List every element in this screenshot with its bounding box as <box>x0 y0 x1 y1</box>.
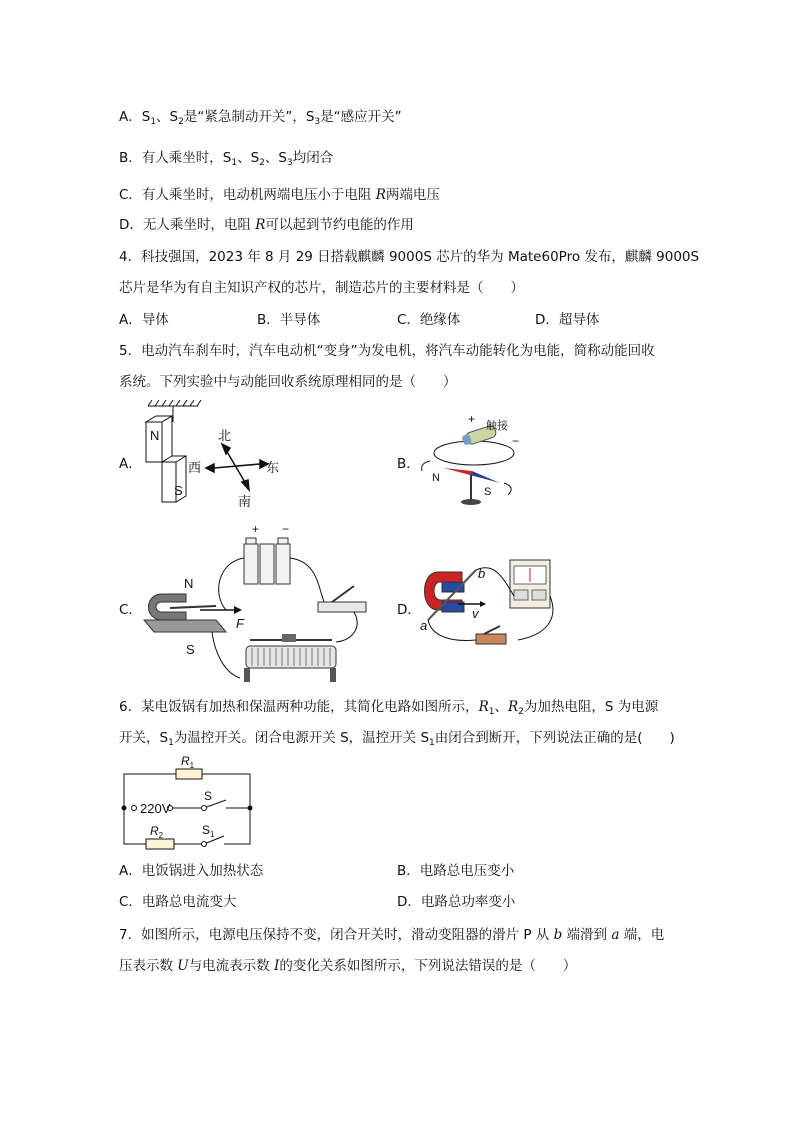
motor-magnet-icon <box>144 594 242 632</box>
q5-figure-a <box>140 400 290 520</box>
stem-text: 与电流表示数 <box>188 958 274 974</box>
resistor-r1 <box>176 769 202 779</box>
subscript: 3 <box>314 117 321 127</box>
q5-stem-line1: 5．电动汽车刹车时，汽车电动机“变身”为发电机，将汽车动能转化为电能，简称动能回收 <box>119 343 655 359</box>
compass-south: 南 <box>238 494 252 509</box>
velocity-label: v <box>472 606 479 621</box>
switch-icon <box>318 586 366 612</box>
q5-label-b[interactable]: B． <box>397 456 420 472</box>
subscript: 2 <box>259 158 265 168</box>
option-text: C．有人乘坐时，电动机两端电压小于电阻 <box>119 187 376 203</box>
variable: U <box>177 958 189 974</box>
q3-option-b[interactable] <box>119 149 333 172</box>
subscript: 1 <box>488 707 495 717</box>
q6-option-b[interactable]: B．电路总电压变小 <box>397 863 515 879</box>
stem-text: 压表示数 <box>119 958 178 974</box>
q6-stem-line2 <box>119 729 675 752</box>
q6-option-a[interactable]: A．电饭锅进入加热状态 <box>119 863 264 879</box>
ceiling-hatch <box>148 400 201 406</box>
subscript: 1 <box>168 738 174 748</box>
stem-text: 由闭合到断开，下列说法正确的是( ) <box>434 730 675 746</box>
u-magnet-icon <box>425 572 465 612</box>
magnet-n-pole: N <box>150 428 160 443</box>
needle-north-half <box>444 468 472 475</box>
rotate-left-arrow-icon <box>422 461 430 471</box>
stem-text: 为温控开关。闭合电源开关 S，温控开关 S <box>173 730 430 746</box>
option-text: D．无人乘坐时，电阻 <box>119 217 256 233</box>
terminal <box>132 806 137 811</box>
stem-text: 端，电 <box>619 927 665 943</box>
q4-option-a[interactable]: A．导体 <box>119 312 169 328</box>
wire <box>212 632 240 678</box>
q6-circuit-diagram <box>118 754 258 854</box>
q3-option-d[interactable] <box>119 216 414 234</box>
option-text: 、S <box>156 109 179 125</box>
q5-label-d[interactable]: D． <box>397 602 421 618</box>
variable: a <box>611 927 620 943</box>
compass-arrows-icon <box>206 444 268 490</box>
option-text: 、S <box>237 150 260 166</box>
q7-stem-line1 <box>119 926 664 944</box>
option-text: 是“紧急制动开关”，S <box>183 109 315 125</box>
stem-text: 开关，S <box>119 730 169 746</box>
q5-label-a[interactable]: A． <box>119 456 142 472</box>
switch-s-label: S <box>204 789 213 803</box>
battery-minus: − <box>282 522 290 536</box>
q4-stem-line2: 芯片是华为有自主知识产权的芯片，制造芯片的主要材料是（ ） <box>119 280 524 296</box>
touch-label: 触接 <box>486 420 508 432</box>
subscript: 2 <box>178 117 184 127</box>
stem-text: 6．某电饭锅有加热和保温两种功能，其简化电路如图所示， <box>119 699 479 715</box>
arrow-head-icon <box>480 601 486 607</box>
plus-sign: + <box>468 412 476 426</box>
voltage-label: 220V <box>140 801 171 816</box>
option-text: B．有人乘坐时，S <box>119 150 232 166</box>
compass-west: 西 <box>188 460 202 475</box>
q5-stem-line2: 系统。下列实验中与动能回收系统原理相同的是（ ） <box>119 374 457 390</box>
option-text: 、S <box>264 150 287 166</box>
needle-base <box>461 499 481 505</box>
q4-option-b[interactable]: B．半导体 <box>257 312 321 328</box>
q5-figure-c <box>140 522 380 690</box>
option-text: 均闭合 <box>292 150 334 166</box>
option-text: A．S <box>119 109 151 125</box>
galvanometer-icon <box>510 560 550 608</box>
subscript: 1 <box>150 117 157 127</box>
q4-option-d[interactable]: D．超导体 <box>535 312 600 328</box>
variable: R <box>478 699 489 715</box>
rod-end-b: b <box>478 566 486 581</box>
subscript: 2 <box>518 707 524 717</box>
variable: I <box>273 958 280 974</box>
option-text: 是“感应开关” <box>320 109 402 125</box>
stem-text: 的变化关系如图所示，下列说法错误的是（ ） <box>279 958 577 974</box>
stem-text: 、 <box>494 699 508 715</box>
stem-text: 为加热电阻，S 为电源 <box>523 699 659 715</box>
variable: R <box>375 187 386 203</box>
magnet-n-pole: N <box>184 576 194 591</box>
circuit-wire <box>224 808 250 844</box>
stem-text: 端滑到 <box>562 927 612 943</box>
wire <box>219 558 244 610</box>
rheostat-icon <box>244 634 336 682</box>
q4-option-c[interactable]: C．绝缘体 <box>397 312 461 328</box>
force-label: F <box>236 616 244 631</box>
q5-label-c[interactable]: C． <box>119 602 142 618</box>
minus-sign: − <box>512 434 520 448</box>
variable: b <box>553 927 563 943</box>
option-text: 可以起到节约电能的作用 <box>265 217 414 233</box>
needle-n-pole: N <box>432 472 440 484</box>
option-text: 两端电压 <box>385 187 440 203</box>
q5-figure-b <box>416 405 536 515</box>
terminal <box>122 806 127 811</box>
wire <box>428 620 476 640</box>
subscript: 3 <box>286 158 293 168</box>
wire <box>290 558 326 606</box>
rod-end-a: a <box>420 618 428 633</box>
magnet-s-pole: S <box>186 642 195 657</box>
needle-s-pole: S <box>484 486 492 498</box>
switch-s1-pivot <box>202 842 207 847</box>
compass-east: 东 <box>266 460 280 475</box>
compass-north: 北 <box>218 428 232 443</box>
r2-label: $R_2$ <box>150 824 164 840</box>
q3-option-a[interactable] <box>119 108 402 131</box>
q6-option-d[interactable]: D．电路总功率变小 <box>397 894 516 910</box>
q6-option-c[interactable]: C．电路总电流变大 <box>119 894 237 910</box>
battery-plus: + <box>252 522 260 536</box>
q7-stem-line2 <box>119 957 576 975</box>
q5-figure-d <box>418 556 558 656</box>
variable: R <box>255 217 266 233</box>
q3-option-c[interactable] <box>119 186 440 204</box>
magnet-s-pole: S <box>174 483 183 498</box>
subscript: 1 <box>231 158 238 168</box>
wire <box>336 612 357 642</box>
switch-icon <box>476 626 506 644</box>
q4-stem-line1: 4．科技强国，2023 年 8 月 29 日搭载麒麟 9000S 芯片的华为 Mate60Pro 发布，麒麟 9000S <box>119 249 700 265</box>
q6-stem-line1 <box>119 698 658 721</box>
terminal <box>248 806 253 811</box>
switch-s-pivot <box>202 806 207 811</box>
wire-loop <box>434 441 514 465</box>
resistor-r2 <box>146 839 174 849</box>
r1-label: $R_1$ <box>181 754 195 770</box>
needle-south-half <box>470 471 500 483</box>
variable: R <box>508 699 519 715</box>
subscript: 1 <box>429 738 435 748</box>
battery-pack-icon <box>244 538 290 584</box>
rotate-right-arrow-icon <box>504 483 511 495</box>
switch-s1-label: $S_1$ <box>202 823 215 839</box>
stem-text: 7．如图所示，电源电压保持不变，闭合开关时，滑动变阻器的滑片 P 从 <box>119 927 554 943</box>
